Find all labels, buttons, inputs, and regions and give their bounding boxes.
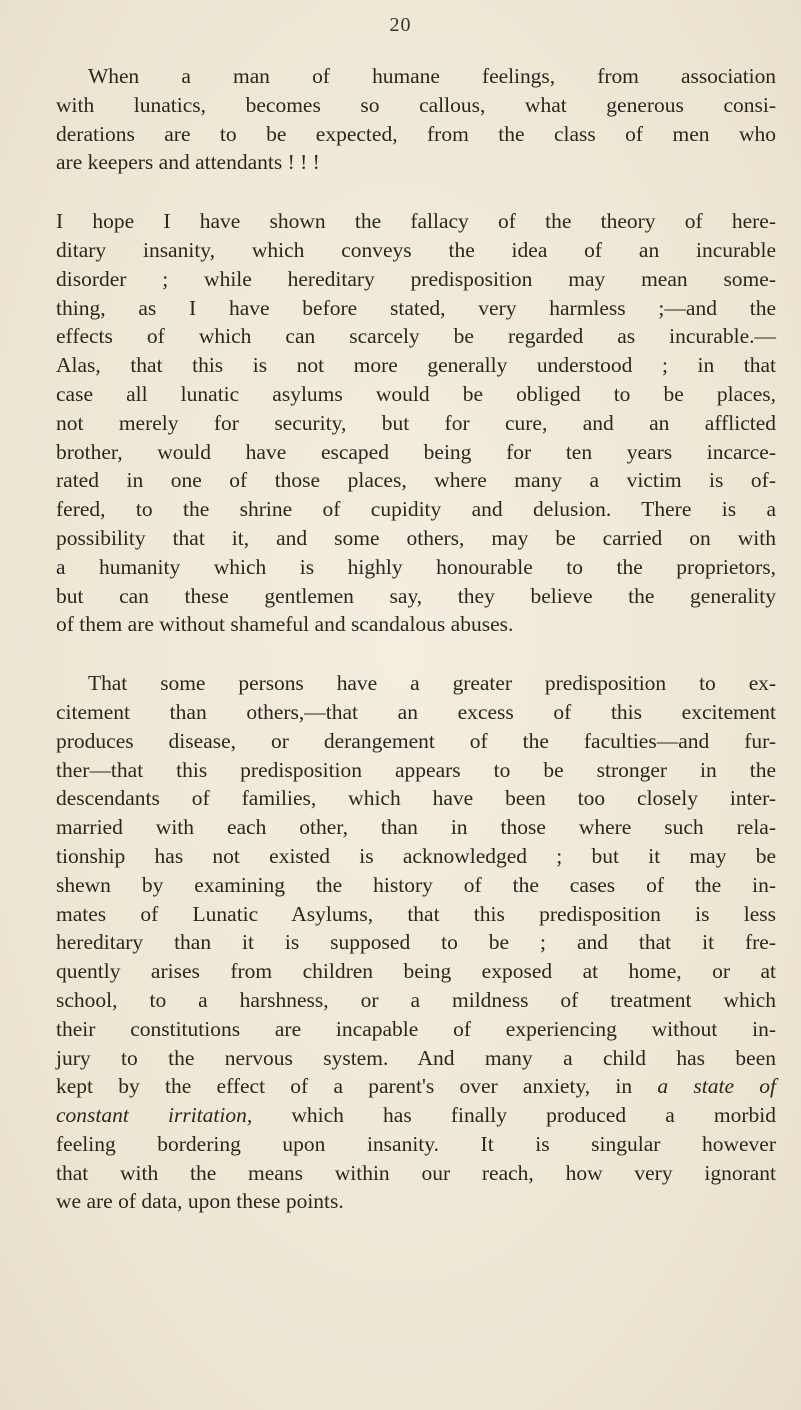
paragraph-3 [56,669,776,1216]
text-line: descendants of families, which have been too closely inter- [56,786,776,811]
text-line: derations are to be expected, from the class of men who [56,121,776,146]
text-line: fered, to the shrine of cupidity and delusion. There is a [56,497,776,522]
text-line: When a man of humane feelings, from association [88,64,776,88]
text-line: possibility that it, and some others, may be carried on with [56,525,776,550]
italic-phrase: constant irritation, [56,1103,253,1128]
text-line: quently arises from children being exposed at home, or at [56,959,776,984]
italic-phrase: a state of [657,1074,776,1099]
text-line: brother, would have escaped being for ten years incarce- [56,439,776,464]
text-line: jury to the nervous system. And many a child has been [56,1045,776,1070]
text-segment: which has finally produced a morbid [252,1103,776,1128]
text-line: feeling bordering upon insanity. It is singular however [56,1131,776,1156]
text-line-mixed [56,1072,776,1101]
text-line: That some persons have a greater predisposition to ex- [88,671,776,696]
text-line: we are of data, upon these points. [56,1189,344,1214]
text-line: Alas, that this is not more generally understood ; in that [56,353,776,378]
text-line: rated in one of those places, where many a victim is of- [56,468,776,493]
text-line: case all lunatic asylums would be obliged to be places, [56,381,776,406]
body-text [56,62,776,1246]
text-line: tionship has not existed is acknowledged ; but it may be [56,843,776,868]
text-line: but can these gentlemen say, they believe the generality [56,583,776,608]
page-number: 20 [389,14,412,36]
text-line: not merely for security, but for cure, and an afflicted [56,410,776,435]
paragraph-2 [56,207,776,639]
text-line: ther—that this predisposition appears to be stronger in the [56,757,776,782]
text-line: a humanity which is highly honourable to the proprietors, [56,554,776,579]
text-line: disorder ; while hereditary predisposition may mean some- [56,266,776,291]
text-line: mates of Lunatic Asylums, that this predisposition is less [56,901,776,926]
text-line: of them are without shameful and scandalous abuses. [56,612,514,637]
text-line: their constitutions are incapable of experiencing without in- [56,1016,776,1041]
text-line: I hope I have shown the fallacy of the theory of here- [56,209,776,234]
text-line: hereditary than it is supposed to be ; and that it fre- [56,930,776,955]
text-line: school, to a harshness, or a mildness of treatment which [56,987,776,1012]
text-line: produces disease, or derangement of the faculties—and fur- [56,728,776,753]
text-line: citement than others,—that an excess of this excitement [56,699,776,724]
text-line: ditary insanity, which conveys the idea of an incurable [56,237,776,262]
text-segment: kept by the effect of a parent's over anxiety, in [56,1074,633,1099]
text-line: thing, as I have before stated, very harmless ;—and the [56,295,776,320]
paragraph-1 [56,62,776,177]
text-line: that with the means within our reach, how very ignorant [56,1160,776,1185]
text-line: are keepers and attendants ! ! ! [56,150,320,175]
text-line: effects of which can scarcely be regarded as incurable.— [56,324,776,349]
text-line: married with each other, than in those where such rela- [56,815,776,840]
text-line-mixed [56,1101,776,1130]
text-line: with lunatics, becomes so callous, what generous consi- [56,92,776,117]
text-line: shewn by examining the history of the cases of the in- [56,872,776,897]
